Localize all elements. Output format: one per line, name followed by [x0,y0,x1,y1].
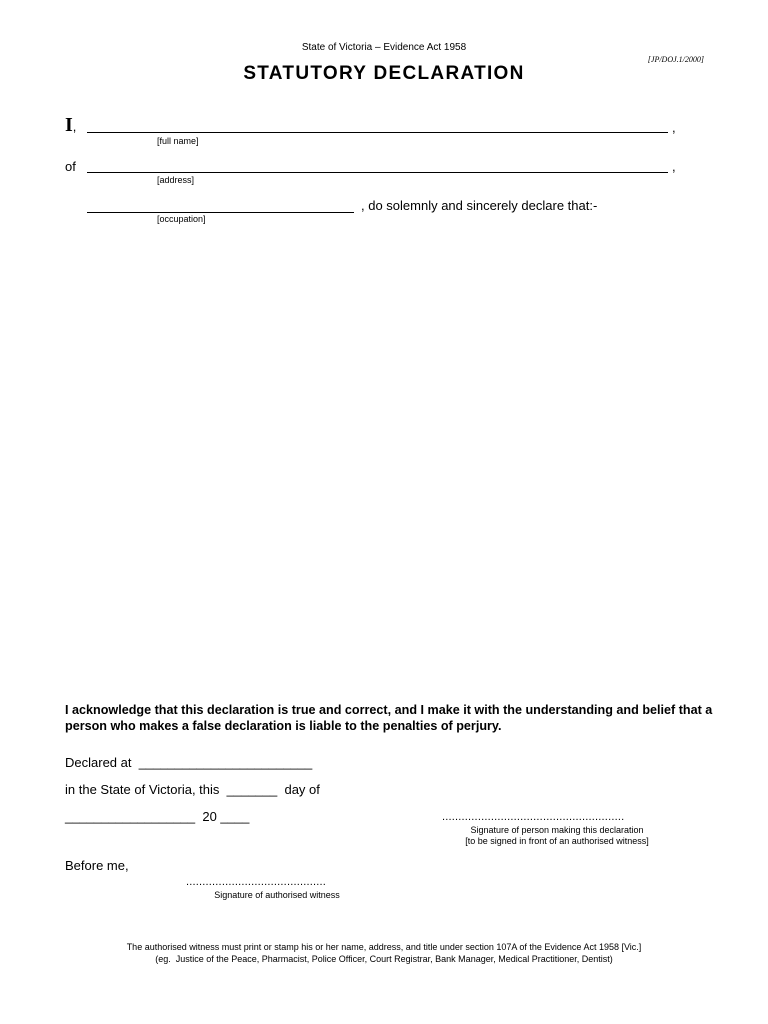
occupation-hint: [occupation] [157,214,206,224]
full-name-comma: , [672,120,676,135]
address-hint: [address] [157,175,195,185]
month-year-field[interactable]: __________________ 20 ____ [65,809,250,824]
before-me-label: Before me, [65,858,129,873]
full-name-hint: [full name] [157,136,199,146]
pronoun-text: I [65,114,73,136]
act-header: State of Victoria – Evidence Act 1958 [301,42,467,53]
witness-signature-line[interactable]: ........................................... [186,876,327,888]
declared-at-field[interactable]: Declared at ________________________ [65,755,313,770]
declarant-pronoun [65,114,76,137]
footer-examples: (eg. Justice of the Peace, Pharmacist, Police Officer, Court Registrar, Bank Manager, Medical Practitioner, Dentist) [155,954,613,964]
footer-note: The authorised witness must print or stamp his or her name, address, and title under section 107A of the Evidence Act 1958 [Vic.] [126,942,642,952]
declarant-signature-note: [to be signed in front of an authorised witness] [465,836,649,846]
page-title: STATUTORY DECLARATION [243,63,525,84]
occupation-field[interactable] [87,212,354,213]
declare-statement: , do solemnly and sincerely declare that:- [361,198,598,213]
address-label: of [65,159,76,174]
declarant-signature-label: Signature of person making this declaration [470,825,644,835]
witness-signature-label: Signature of authorised witness [214,890,340,900]
form-reference: [JP/DOJ.1/2000] [647,55,704,64]
declarant-signature-line[interactable]: ........................................................ [442,811,625,823]
pronoun-comma: , [72,119,77,134]
state-day-field[interactable]: in the State of Victoria, this _______ day of [65,782,320,797]
address-comma: , [672,159,676,174]
address-field[interactable] [87,172,668,173]
acknowledgement-text: I acknowledge that this declaration is true and correct, and I make it with the understanding and belief that a person who makes a false declaration is liable to the penalties of perjury. [65,703,713,733]
full-name-field[interactable] [87,132,668,133]
